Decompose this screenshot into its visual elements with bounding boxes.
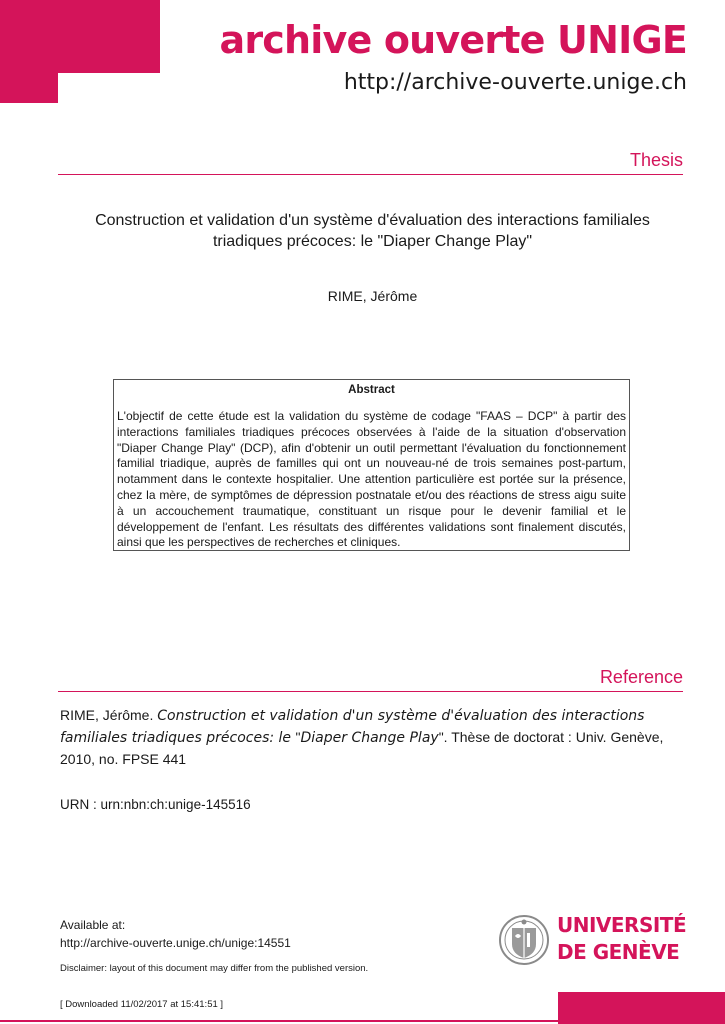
reference-citation xyxy=(60,705,673,770)
abstract-text: L'objectif de cette étude est la validation du système de codage "FAAS – DCP" à partir des interactions familiales triadiques précoces observées à l'aide de la situation d'observation "Diaper Change Play" (DCP), afin d'obtenir un outil permettant l'évaluation du fonctionnement familial triadique, auprès de familles qui ont un nouveau-né de trois semaines post-partum, notamment dans le contexte hospitalier. Une attention particulière est portée sur la présence, chez la mère, de symptômes de dépression postnatale et/ou des réactions de stress aigu suite à un accouchement traumatique, constituant un risque pour le devenir familial et le développement de l'enfant. Les résultats des différentes validations sont finalement discutés, ainsi que les perspectives de recherches et cliniques. xyxy=(117,409,626,550)
document-title: Construction et validation d'un système d'évaluation des interactions familiales triadiques précoces: le "Diaper Change Play" xyxy=(95,212,650,250)
bottom-accent-block xyxy=(558,992,725,1024)
reference-suffix: . Thèse de doctorat : Univ. Genève, 2010, no. FPSE 441 xyxy=(60,729,664,767)
reference-title-part1: Construction et validation d'un système d'évaluation des interactions familiales triadiques précoces: le xyxy=(60,708,645,746)
archive-brand-title: archive ouverte UNIGE xyxy=(219,18,687,62)
reference-quote-close: " xyxy=(438,729,444,745)
reference-quote-open: " xyxy=(295,729,301,745)
section-reference-heading xyxy=(58,667,683,692)
abstract-heading: Abstract xyxy=(348,384,395,396)
document-author: RIME, Jérôme xyxy=(327,288,418,304)
section-thesis-label: Thesis xyxy=(629,150,683,170)
university-seal-icon xyxy=(498,912,550,968)
available-label: Available at: xyxy=(60,918,126,932)
bottom-rule xyxy=(0,1020,560,1022)
section-thesis-heading xyxy=(58,150,683,175)
university-name-line2: DE GENÈVE xyxy=(557,940,680,964)
archive-url[interactable]: http://archive-ouverte.unige.ch xyxy=(343,70,687,95)
reference-author: RIME, Jérôme. xyxy=(60,707,158,723)
corner-accent-block xyxy=(0,0,160,73)
university-name-line1: UNIVERSITÉ xyxy=(557,913,687,937)
available-url-link[interactable]: http://archive-ouverte.unige.ch/unige:14551 xyxy=(60,936,291,950)
corner-accent-tail xyxy=(0,73,58,103)
disclaimer-text: Disclaimer: layout of this document may differ from the published version. xyxy=(60,963,369,974)
section-reference-label: Reference xyxy=(599,667,683,687)
urn-identifier: URN : urn:nbn:ch:unige-145516 xyxy=(60,797,251,812)
download-timestamp: [ Downloaded 11/02/2017 at 15:41:51 ] xyxy=(60,999,224,1010)
university-name xyxy=(557,912,689,966)
abstract-box xyxy=(113,379,630,551)
reference-title-part2: Diaper Change Play xyxy=(300,730,439,746)
